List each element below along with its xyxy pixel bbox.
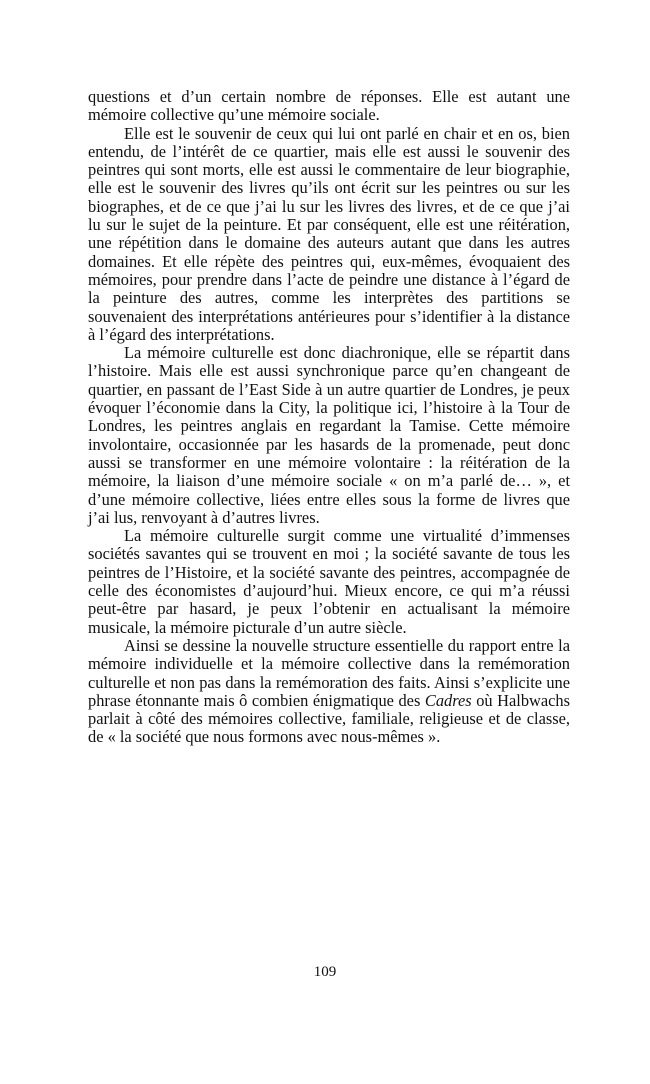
body-text <box>88 88 570 747</box>
paragraph <box>88 344 570 527</box>
text-run: Ainsi se dessine la nouvelle structure essentielle du rapport entre la mémoire individuelle et la mémoire collective dans la remémoration culturelle et non pas dans la remémoration des faits. Ainsi s’explicite une phrase étonnante mais ô combien énigmatique des <box>88 635 570 710</box>
text-run: La mémoire culturelle surgit comme une virtualité d’immenses sociétés savantes qui se trouvent en moi ; la société savante de tous les peintres de l’Histoire, et la société savante des peintres, accompagnée de celle des économistes d’aujourd’hui. Mieux encore, ce qui m’a réussi peut-être par hasard, je peux l’obtenir en actualisant la mémoire musicale, la mémoire picturale d’un autre siècle. <box>88 526 570 637</box>
text-run: questions et d’un certain nombre de réponses. Elle est autant une mémoire collective qu’une mémoire sociale. <box>88 87 570 125</box>
paragraph <box>88 527 570 637</box>
text-run: La mémoire culturelle est donc diachronique, elle se répartit dans l’histoire. Mais elle est aussi synchronique parce qu’en changeant de quartier, en passant de l’East Side à un autre quartier de Londres, je peux évoquer l’économie dans la City, la politique ici, l’histoire à la Tour de Londres, les peintres anglais en regardant la Tamise. Cette mémoire involontaire, occasionnée par les hasards de la promenade, peut donc aussi se transformer en une mémoire volontaire : la réitération de la mémoire, la liaison d’une mémoire sociale « on m’a parlé de… », et d’une mémoire collective, liées entre elles sous la forme de livres que j’ai lus, renvoyant à d’autres livres. <box>88 343 570 527</box>
paragraph <box>88 88 570 125</box>
italic-title: Cadres <box>424 690 472 710</box>
text-run: où Halbwachs parlait à côté des mémoires collective, familiale, religieuse et de classe, de « la société que nous formons avec nous-mêmes ». <box>88 690 570 747</box>
page-number: 109 <box>313 964 337 980</box>
text-run: Elle est le souvenir de ceux qui lui ont parlé en chair et en os, bien entendu, de l’intérêt de ce quartier, mais elle est aussi le souvenir des peintres qui sont morts, elle est aussi le commentaire de leur biographie, elle est le souvenir des livres qu’ils ont écrit sur les peintres ou sur les biographes, et de ce que j’ai lu sur les livres des livres, et de ce que j’ai lu sur le sujet de la peinture. Et par conséquent, elle est une réitération, une répétition dans le domaine des auteurs autant que dans les autres domaines. Et elle répète des peintres qui, eux-mêmes, évoquaient des mémoires, pour prendre dans l’acte de peindre une distance à l’égard de la peinture des autres, comme les interprètes des partitions se souvenaient des interprétations antérieures pour s’identifier à la distance à l’égard des interprétations. <box>88 123 570 344</box>
paragraph <box>88 637 570 747</box>
paragraph <box>88 125 570 345</box>
